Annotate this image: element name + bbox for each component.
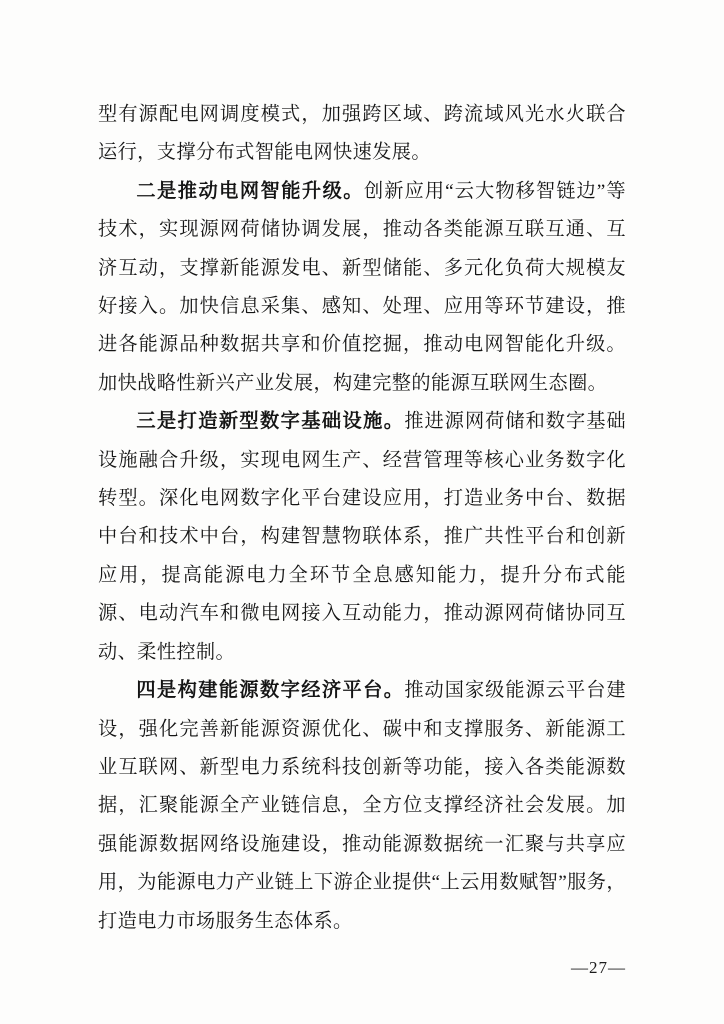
paragraph-lead: 三是打造新型数字基础设施。 (136, 411, 405, 433)
paragraph-lead: 二是推动电网智能升级。 (136, 180, 364, 202)
paragraph-text: 推进源网荷储和数字基础设施融合升级，实现电网生产、经营管理等核心业务数字化转型。深化电网数字化平台建设应用，打造业务中台、数据中台和技术中台，构建智慧物联体系，推广共性平台和创新应用，提高能源电力全环节全息感知能力，提升分布式能源、电动汽车和微电网接入互动能力，推动源网荷储协同互动、柔性控制。 (98, 411, 626, 663)
paragraph-text: 创新应用“云大物移智链边”等技术，实现源网荷储协调发展，推动各类能源互联互通、互济互动，支撑新能源发电、新型储能、多元化负荷大规模友好接入。加快信息采集、感知、处理、应用等环节建设，推进各能源品种数据共享和价值挖掘，推动电网智能化升级。加快战略性新兴产业发展，构建完整的能源互联网生态圈。 (98, 180, 626, 394)
paragraph-text: 推动国家级能源云平台建设，强化完善新能源资源优化、碳中和支撑服务、新能源工业互联网、新型电力系统科技创新等功能，接入各类能源数据，汇聚能源全产业链信息，全方位支撑经济社会发展。加强能源数据网络设施建设，推动能源数据统一汇聚与共享应用，为能源电力产业链上下游企业提供“上云用数赋智”服务，打造电力市场服务生态体系。 (98, 680, 626, 932)
paragraph-text: 型有源配电网调度模式，加强跨区域、跨流域风光水火联合运行，支撑分布式智能电网快速发展。 (98, 104, 626, 164)
paragraph (98, 96, 626, 173)
paragraph-lead: 四是构建能源数字经济平台。 (136, 680, 405, 702)
paragraph (98, 403, 626, 672)
page-body (98, 96, 626, 941)
page-number: —27— (571, 958, 626, 977)
paragraph (98, 672, 626, 941)
paragraph (98, 173, 626, 403)
